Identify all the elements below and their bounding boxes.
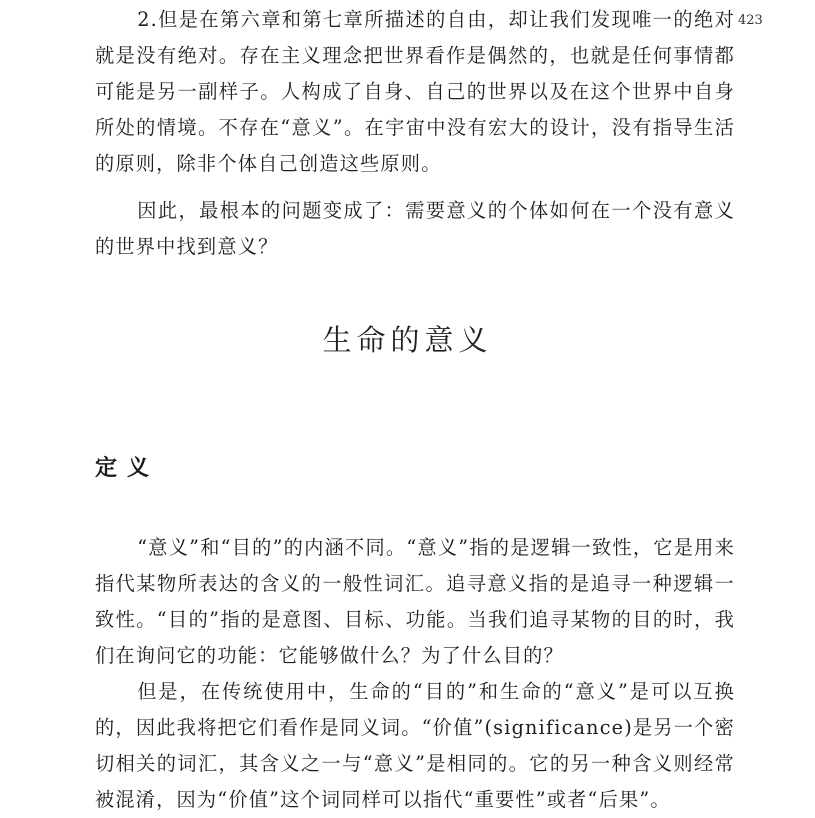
paragraph-meaning-vs-purpose: “意义”和“目的”的内涵不同。“意义”指的是逻辑一致性，它是用来指代某物所表达的含义的一般性词汇。追寻意义指的是追寻一种逻辑一致性。“目的”指的是意图、目标、功能。当我们追寻某物的目的时，我们在询问它的功能：它能够做什么？为了什么目的？ xyxy=(95,536,735,667)
paragraph-freedom-absolute: 2.但是在第六章和第七章所描述的自由，却让我们发现唯一的绝对就是没有绝对。存在主义理念把世界看作是偶然的，也就是任何事情都可能是另一副样子。人构成了自身、自己的世界以及在这个世界中自身所处的情境。不存在“意义”。在宇宙中没有宏大的设计，没有指导生活的原则，除非个体自己创造这些原则。 xyxy=(95,8,735,175)
section-title: 生命的意义 xyxy=(322,323,493,357)
paragraph-fundamental-question: 因此，最根本的问题变成了：需要意义的个体如何在一个没有意义的世界中找到意义？ xyxy=(95,199,735,258)
paragraph-significance: 但是，在传统使用中，生命的“目的”和生命的“意义”是可以互换的，因此我将把它们看作是同义词。“价值”(significance)是另一个密切相关的词汇，其含义之一与“意义”是相同的。它的另一种含义则经常被混淆，因为“价值”这个词同样可以指代“重要性”或者“后果”。 xyxy=(95,680,735,811)
subsection-title: 定义 xyxy=(95,456,160,481)
page-number: 423 xyxy=(738,13,763,28)
